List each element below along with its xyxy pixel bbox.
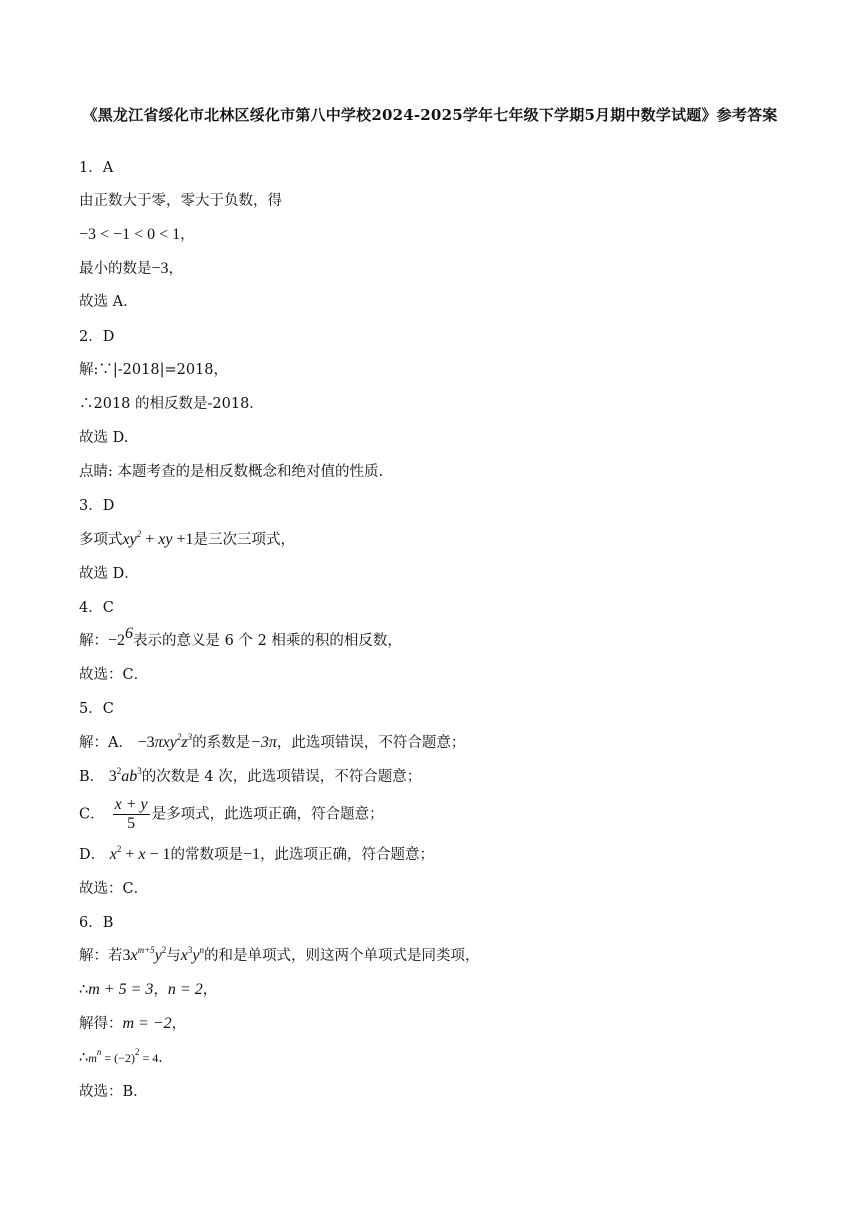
q6-header: 6．B xyxy=(79,915,114,931)
q5-polynomial-d: $x^2 + x - 1$ xyxy=(109,844,171,863)
q2-line4: 点睛: 本题考查的是相反数概念和绝对值的性质. xyxy=(79,464,384,480)
q2-line1: 解:∵|-2018|=2018， xyxy=(79,362,229,378)
q6-result: $m^n = (-2)^2 = 4$ xyxy=(88,1047,159,1065)
q2-line2: ∴2018 的相反数是-2018． xyxy=(79,396,264,412)
q1-line3: 最小的数是−3， xyxy=(79,260,184,277)
q1-line1: 由正数大于零，零大于负数，得 xyxy=(79,193,282,209)
q5-option-c: C． $\frac{x + y}{5}$ 是多项式，此选项正确，符合题意； xyxy=(79,796,384,832)
q4-line2: 故选：C． xyxy=(79,667,149,683)
q3-header: 3．D xyxy=(79,498,115,514)
q6-term2: $x^3y^n$ xyxy=(180,945,205,964)
q5-monomial-b: $3^2ab^3$ xyxy=(108,766,142,785)
q1-header: 1．A xyxy=(79,160,114,176)
q6-term1: $3x^{m+5}y^2$ xyxy=(122,945,167,964)
page-title: 《黑龙江省绥化市北林区绥化市第八中学校2024-2025学年七年级下学期5月期中数学试题》参考答案 xyxy=(82,106,778,124)
q5-option-b: B． $3^2ab^3$的次数是 4 次，此选项错误，不符合题意； xyxy=(79,766,422,785)
q6-line4: $\therefore m^n = (-2)^2 = 4$． xyxy=(79,1047,173,1066)
q5-fraction: $\frac{x + y}{5}$ xyxy=(114,796,148,832)
q6-line1: 解：若$3x^{m+5}y^2$与$x^3y^n$的和是单项式，则这两个单项式是同类项， xyxy=(79,945,480,964)
q5-option-a: 解：A． $-3\pi xy^2z^3$的系数是−3π，此选项错误，不符合题意； xyxy=(79,732,466,751)
q2-line3: 故选 D. xyxy=(79,430,129,446)
q6-line3: 解得：m = −2， xyxy=(79,1015,187,1032)
q4-line1: 解：$-2^6$表示的意义是 6 个 2 相乘的积的相反数， xyxy=(79,625,402,649)
q6-conclusion: 故选：B． xyxy=(79,1084,148,1100)
q1-line4: 故选 A． xyxy=(79,294,138,310)
q3-line2: 故选 D． xyxy=(79,566,139,582)
q1-line2: −3 < −1 < 0 < 1， xyxy=(79,226,195,243)
q5-option-d: D． $x^2 + x - 1$的常数项是−1，此选项正确，符合题意； xyxy=(79,844,435,863)
q5-monomial-a: $-3\pi xy^2z^3$ xyxy=(137,732,193,751)
q5-conclusion: 故选：C． xyxy=(79,881,149,897)
q4-power: $-2^6$ xyxy=(108,625,134,649)
q6-line2: ∴m + 5 = 3，n = 2， xyxy=(79,981,218,998)
q2-header: 2．D xyxy=(79,329,115,345)
q3-line1: 多项式$xy^2$ + xy +1是三次三项式， xyxy=(79,529,295,548)
q1-inequality: −3 < −1 < 0 < 1 xyxy=(79,226,181,243)
q5-header: 5．C xyxy=(79,701,114,717)
q4-header: 4．C xyxy=(79,600,114,616)
q3-polynomial: $xy^2$ + xy +1 xyxy=(122,529,194,548)
